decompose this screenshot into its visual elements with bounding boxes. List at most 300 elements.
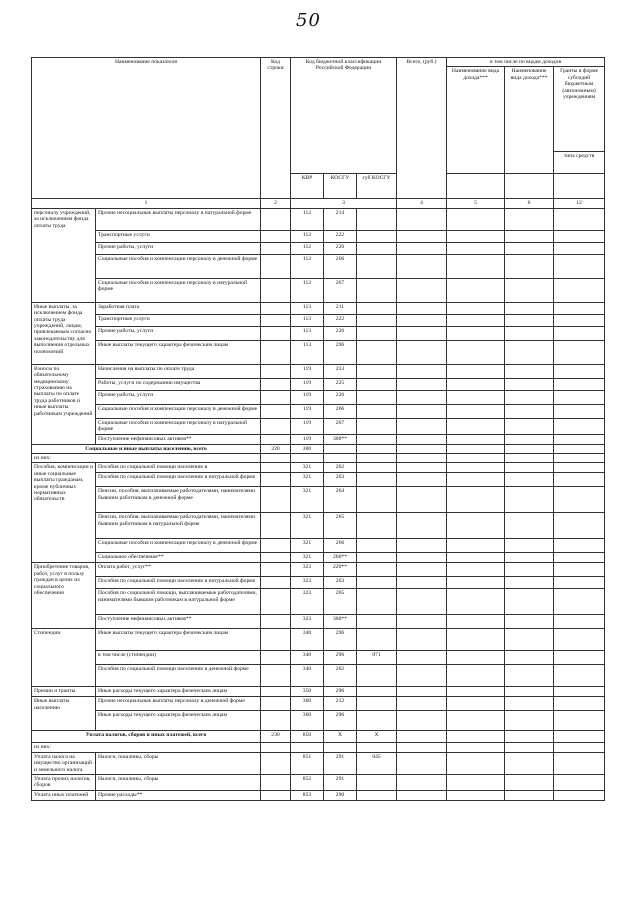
empty-cell bbox=[554, 629, 605, 651]
colnum-2: 2 bbox=[261, 199, 291, 208]
item-name: Заработная плата bbox=[96, 302, 261, 314]
table-row bbox=[32, 230, 605, 242]
subkosgu-cell bbox=[357, 589, 397, 615]
empty-cell bbox=[505, 278, 554, 302]
table-row bbox=[32, 665, 605, 687]
subkosgu-cell bbox=[357, 473, 397, 487]
empty-cell bbox=[554, 487, 605, 513]
empty-cell bbox=[397, 577, 447, 589]
empty-cell bbox=[397, 463, 447, 473]
kosgu-cell: 222 bbox=[324, 230, 357, 242]
table-row bbox=[32, 314, 605, 326]
kosgu-cell bbox=[324, 444, 357, 453]
empty-cell bbox=[554, 790, 605, 800]
item-name: Прочие несоциальные выплаты персоналу в денежной форме bbox=[96, 697, 261, 711]
colnum-3: 3 bbox=[291, 199, 397, 208]
subkosgu-cell bbox=[357, 444, 397, 453]
kosgu-cell: 213 bbox=[324, 364, 357, 378]
empty-cell bbox=[397, 775, 447, 791]
subkosgu-cell bbox=[357, 230, 397, 242]
item-name: Иные расходы текущего характера физическим лицам bbox=[96, 687, 261, 697]
subkosgu-cell bbox=[357, 615, 397, 629]
table-row bbox=[32, 752, 605, 774]
header-code-label: типа средств bbox=[554, 152, 605, 174]
item-name: Прочие несоциальные выплаты персоналу в натуральной форме bbox=[96, 208, 261, 230]
empty-cell bbox=[397, 326, 447, 340]
empty-cell bbox=[397, 711, 447, 731]
empty-cell bbox=[505, 404, 554, 418]
empty-cell bbox=[397, 208, 447, 230]
kosgu-cell: 226 bbox=[324, 390, 357, 404]
group-label: Пособия, компенсации и иные социальные выплаты гражданам, кроме публичных нормативных обязательств bbox=[32, 463, 96, 563]
kvr-cell: 112 bbox=[291, 278, 324, 302]
kvr-cell: 113 bbox=[291, 302, 324, 314]
empty-cell bbox=[447, 752, 505, 774]
kosgu-cell: 296 bbox=[324, 687, 357, 697]
empty-cell bbox=[447, 340, 505, 364]
empty-cell bbox=[291, 743, 324, 752]
empty-cell bbox=[447, 314, 505, 326]
empty-cell bbox=[397, 743, 447, 752]
empty-cell bbox=[324, 743, 357, 752]
table-row bbox=[32, 539, 605, 553]
subkosgu-cell bbox=[357, 302, 397, 314]
row-code bbox=[261, 775, 291, 791]
kvr-cell: 300 bbox=[291, 444, 324, 453]
empty-cell bbox=[505, 513, 554, 539]
empty-cell bbox=[397, 340, 447, 364]
table-row bbox=[32, 454, 605, 463]
empty-cell bbox=[554, 364, 605, 378]
empty-cell bbox=[554, 326, 605, 340]
group-label: Уплата прочих налогов, сборов bbox=[32, 775, 96, 791]
row-code bbox=[261, 473, 291, 487]
item-name: в том числе (стипендии) bbox=[96, 651, 261, 665]
empty-cell bbox=[397, 378, 447, 390]
table-row bbox=[32, 711, 605, 731]
empty-cell bbox=[447, 790, 505, 800]
table-row bbox=[32, 242, 605, 254]
row-code bbox=[261, 230, 291, 242]
subkosgu-cell bbox=[357, 563, 397, 577]
empty-cell bbox=[397, 242, 447, 254]
colnum-4: 4 bbox=[397, 199, 447, 208]
table-row bbox=[32, 208, 605, 230]
kvr-cell: 323 bbox=[291, 615, 324, 629]
subkosgu-cell: 071 bbox=[357, 651, 397, 665]
empty-cell bbox=[554, 340, 605, 364]
empty-cell bbox=[505, 463, 554, 473]
empty-cell bbox=[554, 563, 605, 577]
empty-cell bbox=[261, 743, 291, 752]
item-name: Налоги, пошлины, сборы bbox=[96, 752, 261, 774]
kosgu-cell: 262 bbox=[324, 665, 357, 687]
item-name: Социальные пособия и компенсации персоналу в денежной форме bbox=[96, 539, 261, 553]
empty-cell bbox=[397, 364, 447, 378]
row-code bbox=[261, 553, 291, 563]
empty-cell bbox=[447, 743, 505, 752]
empty-cell bbox=[554, 513, 605, 539]
item-name: Прочие работы, услуги bbox=[96, 390, 261, 404]
empty-cell bbox=[447, 278, 505, 302]
empty-cell bbox=[505, 254, 554, 278]
kvr-cell: 321 bbox=[291, 553, 324, 563]
empty-cell bbox=[397, 473, 447, 487]
table-row bbox=[32, 378, 605, 390]
colnum-6: 6 bbox=[505, 199, 554, 208]
header-kbk: Код бюджетной классификации Российской Федерации bbox=[291, 58, 397, 174]
group-label: персоналу учреждений, за исключением фонда оплаты труда bbox=[32, 208, 96, 302]
kosgu-cell: 226 bbox=[324, 326, 357, 340]
total-label: Уплата налогов, сборов и иных платежей, всего bbox=[32, 731, 261, 743]
row-code bbox=[261, 487, 291, 513]
row-code bbox=[261, 378, 291, 390]
kosgu-cell: 265 bbox=[324, 513, 357, 539]
empty-cell bbox=[554, 463, 605, 473]
empty-cell bbox=[324, 454, 357, 463]
item-name: Пособия по социальной помощи населению в bbox=[96, 463, 261, 473]
empty-cell bbox=[447, 487, 505, 513]
item-name: Прочие работы, услуги bbox=[96, 326, 261, 340]
table-row bbox=[32, 553, 605, 563]
row-code bbox=[261, 278, 291, 302]
kosgu-cell: 296 bbox=[324, 340, 357, 364]
empty-cell bbox=[397, 553, 447, 563]
row-code bbox=[261, 326, 291, 340]
empty-cell bbox=[554, 615, 605, 629]
subkosgu-cell bbox=[357, 790, 397, 800]
row-code bbox=[261, 340, 291, 364]
table-row bbox=[32, 254, 605, 278]
subkosgu-cell bbox=[357, 340, 397, 364]
empty-cell bbox=[397, 790, 447, 800]
empty-cell bbox=[554, 302, 605, 314]
table-row bbox=[32, 577, 605, 589]
kvr-cell: 112 bbox=[291, 242, 324, 254]
kvr-cell: 119 bbox=[291, 378, 324, 390]
kvr-cell: 321 bbox=[291, 463, 324, 473]
empty-cell bbox=[505, 775, 554, 791]
row-code bbox=[261, 651, 291, 665]
colnum-1: 1 bbox=[32, 199, 261, 208]
empty-cell bbox=[505, 444, 554, 453]
item-name: Иные выплаты текущего характера физическим лицам bbox=[96, 340, 261, 364]
subkosgu-cell bbox=[357, 404, 397, 418]
header-total: Всего, (руб.) bbox=[397, 58, 447, 199]
empty-cell bbox=[447, 629, 505, 651]
row-code bbox=[261, 697, 291, 711]
row-code bbox=[261, 314, 291, 326]
kosgu-cell: 296 bbox=[324, 629, 357, 651]
column-numbers-row bbox=[32, 199, 605, 208]
row-code bbox=[261, 752, 291, 774]
subkosgu-cell bbox=[357, 553, 397, 563]
row-code bbox=[261, 629, 291, 651]
empty-cell bbox=[447, 731, 505, 743]
empty-cell bbox=[397, 302, 447, 314]
empty-cell bbox=[447, 208, 505, 230]
empty-cell bbox=[505, 687, 554, 697]
empty-cell bbox=[447, 553, 505, 563]
kosgu-cell: 260** bbox=[324, 553, 357, 563]
table-row bbox=[32, 687, 605, 697]
row-code bbox=[261, 404, 291, 418]
table-row bbox=[32, 364, 605, 378]
table-row bbox=[32, 487, 605, 513]
kvr-cell: 321 bbox=[291, 487, 324, 513]
empty-cell bbox=[505, 418, 554, 434]
kosgu-cell: 300** bbox=[324, 615, 357, 629]
item-name: Прочие работы, услуги bbox=[96, 242, 261, 254]
table-row bbox=[32, 629, 605, 651]
empty-cell bbox=[554, 242, 605, 254]
empty-cell bbox=[554, 444, 605, 453]
empty-cell bbox=[505, 454, 554, 463]
table-row bbox=[32, 743, 605, 752]
empty-cell bbox=[397, 230, 447, 242]
table-row bbox=[32, 302, 605, 314]
row-code bbox=[261, 242, 291, 254]
empty-cell bbox=[261, 454, 291, 463]
empty-cell bbox=[447, 444, 505, 453]
kvr-cell: 112 bbox=[291, 208, 324, 230]
kvr-cell: 119 bbox=[291, 434, 324, 444]
kvr-cell: 112 bbox=[291, 254, 324, 278]
kvr-cell: 853 bbox=[291, 790, 324, 800]
row-code bbox=[261, 790, 291, 800]
table-row bbox=[32, 651, 605, 665]
empty-cell bbox=[447, 539, 505, 553]
header-name: Наименование показателя bbox=[32, 58, 261, 199]
empty-cell bbox=[554, 454, 605, 463]
table-row bbox=[32, 775, 605, 791]
item-name: Социальные пособия и компенсации персоналу в натуральной форме bbox=[96, 278, 261, 302]
kvr-cell: 323 bbox=[291, 589, 324, 615]
budget-table bbox=[31, 57, 605, 801]
group-label: Иные выплаты населению bbox=[32, 697, 96, 731]
empty-cell bbox=[554, 743, 605, 752]
empty-cell bbox=[447, 418, 505, 434]
empty-cell bbox=[505, 364, 554, 378]
item-name: Прочие расходы** bbox=[96, 790, 261, 800]
empty-cell bbox=[291, 454, 324, 463]
empty-cell bbox=[554, 404, 605, 418]
subkosgu-cell bbox=[357, 254, 397, 278]
subkosgu-cell bbox=[357, 390, 397, 404]
group-label: Стипендии bbox=[32, 629, 96, 687]
subkosgu-cell bbox=[357, 434, 397, 444]
subkosgu-cell bbox=[357, 364, 397, 378]
empty-cell bbox=[357, 743, 397, 752]
empty-cell bbox=[505, 752, 554, 774]
item-name: Социальные пособия и компенсации персоналу в денежной форме bbox=[96, 254, 261, 278]
kvr-cell: 851 bbox=[291, 752, 324, 774]
group-label: Иные выплаты, за исключением фонда оплаты труда учреждений, лицам, привлекаемым согласно законодательству для выполнения отдельных полномочий bbox=[32, 302, 96, 364]
empty-cell bbox=[505, 665, 554, 687]
table-row bbox=[32, 278, 605, 302]
empty-cell bbox=[505, 589, 554, 615]
table-row bbox=[32, 444, 605, 453]
empty-cell bbox=[447, 651, 505, 665]
empty-cell bbox=[505, 615, 554, 629]
kvr-cell: 360 bbox=[291, 711, 324, 731]
header-row bbox=[32, 58, 605, 67]
kvr-cell: 321 bbox=[291, 513, 324, 539]
item-name: Поступление нефинансовых активов** bbox=[96, 615, 261, 629]
kosgu-cell: 265 bbox=[324, 589, 357, 615]
kvr-cell: 340 bbox=[291, 629, 324, 651]
kvr-cell: 113 bbox=[291, 326, 324, 340]
item-name: Пособия по социальной помощи населению в натуральной форме bbox=[96, 473, 261, 487]
item-name: Пособия по социальной помощи населению в натуральной форме bbox=[96, 577, 261, 589]
kosgu-cell: 290 bbox=[324, 790, 357, 800]
item-name: Работы, услуги по содержанию имущества bbox=[96, 378, 261, 390]
row-code: 220 bbox=[261, 444, 291, 453]
empty-cell bbox=[505, 487, 554, 513]
empty-cell bbox=[447, 697, 505, 711]
kosgu-cell: 266 bbox=[324, 254, 357, 278]
header-income-1: Наименование вида дохода*** bbox=[447, 67, 505, 174]
row-code: 230 bbox=[261, 731, 291, 743]
row-code bbox=[261, 434, 291, 444]
empty-cell bbox=[447, 230, 505, 242]
empty-cell bbox=[505, 390, 554, 404]
item-name: Налоги, пошлины, сборы bbox=[96, 775, 261, 791]
empty-cell bbox=[554, 752, 605, 774]
item-name: Начисления на выплаты по оплате труда bbox=[96, 364, 261, 378]
empty-cell bbox=[397, 651, 447, 665]
empty-cell bbox=[505, 314, 554, 326]
empty-cell bbox=[554, 589, 605, 615]
group-label: Взносы по обязательному медицинскому страхованию на выплаты по оплате труда работников и иные выплаты работникам учреждений bbox=[32, 364, 96, 444]
kvr-cell: 119 bbox=[291, 418, 324, 434]
item-name: Социальные пособия и компенсации персоналу в денежной форме bbox=[96, 404, 261, 418]
empty-cell bbox=[397, 314, 447, 326]
kosgu-cell: 267 bbox=[324, 418, 357, 434]
header-kvr: КВР bbox=[291, 174, 324, 199]
empty-cell bbox=[554, 278, 605, 302]
kosgu-cell: 225 bbox=[324, 378, 357, 390]
kvr-cell: 321 bbox=[291, 473, 324, 487]
empty-cell bbox=[397, 434, 447, 444]
header-kosgu: КОСГУ bbox=[324, 174, 357, 199]
empty-cell bbox=[505, 711, 554, 731]
item-name: Пенсии, пособия, выплачиваемые работодателями, нанимателями бывшим работникам в денежной форме bbox=[96, 487, 261, 513]
empty-cell bbox=[397, 539, 447, 553]
empty-cell bbox=[397, 390, 447, 404]
empty-cell bbox=[357, 454, 397, 463]
empty-cell bbox=[505, 577, 554, 589]
table-row bbox=[32, 340, 605, 364]
row-code bbox=[261, 364, 291, 378]
subheader-label: из них: bbox=[32, 743, 261, 752]
empty-cell bbox=[505, 563, 554, 577]
row-code bbox=[261, 665, 291, 687]
empty-cell bbox=[397, 404, 447, 418]
empty-cell bbox=[554, 731, 605, 743]
empty-cell bbox=[505, 208, 554, 230]
empty-cell bbox=[505, 539, 554, 553]
item-name: Транспортные услуги bbox=[96, 314, 261, 326]
kosgu-cell: 226 bbox=[324, 242, 357, 254]
empty-cell bbox=[554, 390, 605, 404]
empty-cell bbox=[447, 463, 505, 473]
kosgu-cell: 300** bbox=[324, 434, 357, 444]
row-code bbox=[261, 615, 291, 629]
kosgu-cell: 264 bbox=[324, 487, 357, 513]
kosgu-cell: 220** bbox=[324, 563, 357, 577]
kvr-cell: 119 bbox=[291, 404, 324, 418]
empty-cell bbox=[397, 629, 447, 651]
empty-cell bbox=[447, 711, 505, 731]
empty-cell bbox=[554, 687, 605, 697]
empty-cell bbox=[397, 563, 447, 577]
table-row bbox=[32, 563, 605, 577]
empty-cell bbox=[447, 434, 505, 444]
row-code bbox=[261, 711, 291, 731]
empty-cell bbox=[554, 378, 605, 390]
empty-cell bbox=[505, 629, 554, 651]
kosgu-cell: 212 bbox=[324, 697, 357, 711]
table-row bbox=[32, 697, 605, 711]
empty-cell bbox=[447, 364, 505, 378]
empty-cell bbox=[505, 434, 554, 444]
item-name: Поступление нефинансовых активов** bbox=[96, 434, 261, 444]
subkosgu-cell bbox=[357, 775, 397, 791]
empty-cell bbox=[554, 473, 605, 487]
subkosgu-cell bbox=[357, 278, 397, 302]
subkosgu-cell bbox=[357, 697, 397, 711]
header-income-2: Наименование вида дохода*** bbox=[505, 67, 554, 174]
empty-cell bbox=[505, 743, 554, 752]
subkosgu-cell bbox=[357, 208, 397, 230]
empty-cell bbox=[447, 513, 505, 539]
empty-cell bbox=[447, 687, 505, 697]
row-code bbox=[261, 687, 291, 697]
subkosgu-cell bbox=[357, 418, 397, 434]
kosgu-cell: 266 bbox=[324, 404, 357, 418]
group-label: Уплата налога на имущество организаций и земельного налога bbox=[32, 752, 96, 774]
subkosgu-cell: X bbox=[357, 731, 397, 743]
item-name: Оплата работ, услуг** bbox=[96, 563, 261, 577]
empty-cell bbox=[447, 577, 505, 589]
row-code bbox=[261, 208, 291, 230]
header-subkosgu: суб КОСГУ bbox=[357, 174, 397, 199]
table-row bbox=[32, 731, 605, 743]
empty-cell bbox=[554, 230, 605, 242]
subkosgu-cell bbox=[357, 378, 397, 390]
empty-cell bbox=[554, 539, 605, 553]
empty-cell bbox=[397, 615, 447, 629]
empty-cell bbox=[505, 340, 554, 364]
empty-cell bbox=[447, 254, 505, 278]
empty-cell bbox=[397, 687, 447, 697]
subkosgu-cell bbox=[357, 665, 397, 687]
kvr-cell: 350 bbox=[291, 687, 324, 697]
empty-cell bbox=[554, 577, 605, 589]
empty-cell bbox=[554, 775, 605, 791]
row-code bbox=[261, 390, 291, 404]
subkosgu-cell bbox=[357, 711, 397, 731]
kvr-cell: 113 bbox=[291, 340, 324, 364]
empty-cell bbox=[447, 454, 505, 463]
row-code bbox=[261, 302, 291, 314]
empty-cell bbox=[397, 752, 447, 774]
empty-cell bbox=[554, 697, 605, 711]
subkosgu-cell bbox=[357, 577, 397, 589]
empty-cell bbox=[397, 665, 447, 687]
empty-cell bbox=[447, 242, 505, 254]
